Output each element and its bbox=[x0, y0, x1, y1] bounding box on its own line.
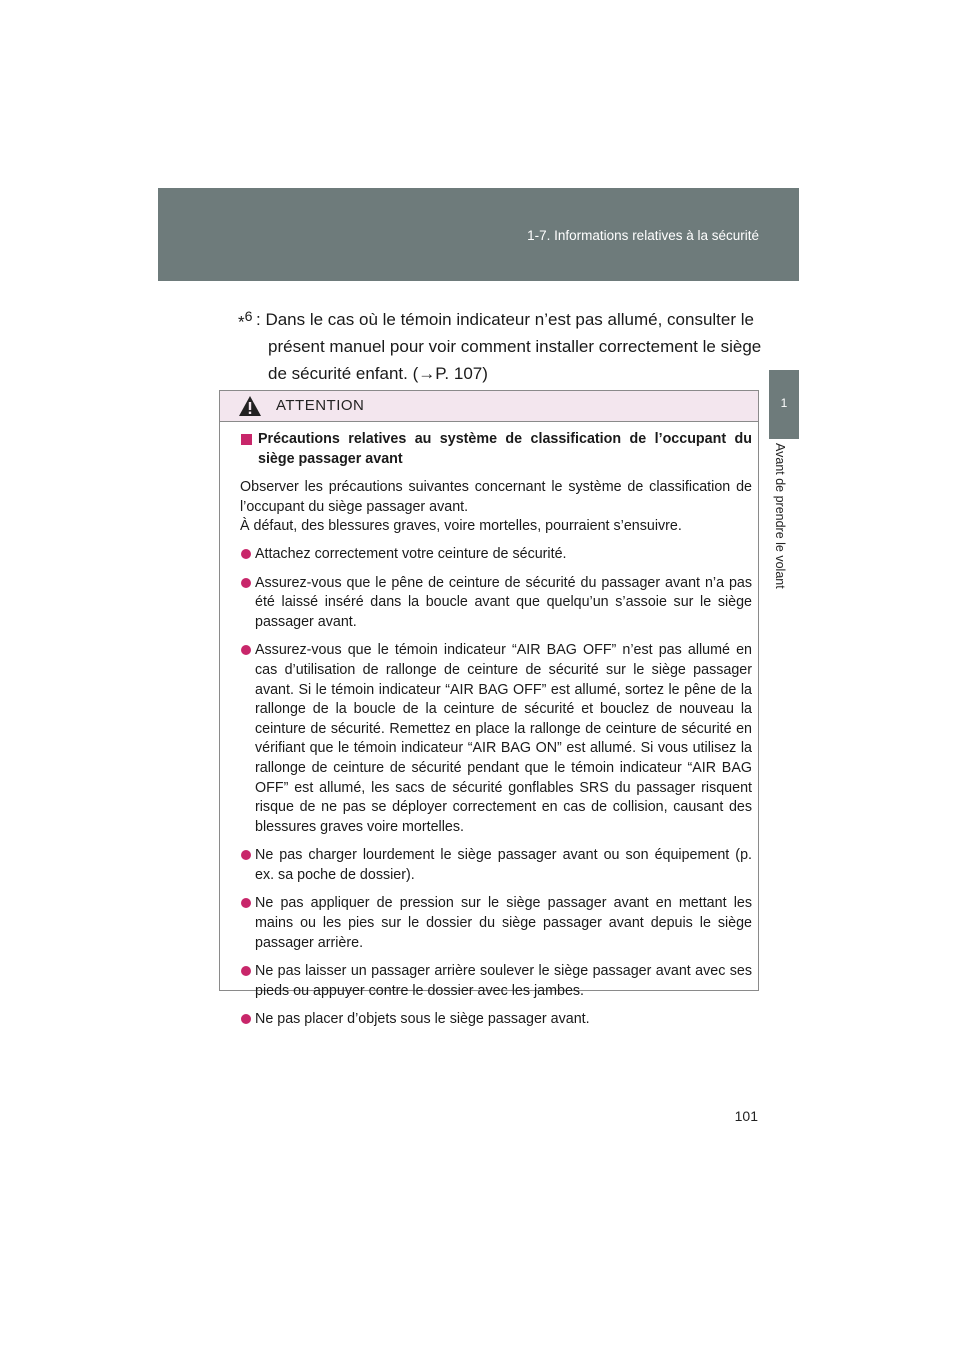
list-item bbox=[240, 894, 752, 953]
caution-heading bbox=[238, 430, 752, 469]
page-number: 101 bbox=[734, 1108, 758, 1124]
footnote bbox=[238, 306, 762, 387]
caution-intro bbox=[238, 478, 752, 537]
list-item bbox=[240, 641, 752, 837]
caution-intro-1: Observer les précautions suivantes concernant le système de classification de l’occupant du siège passager avant. bbox=[240, 479, 752, 515]
chapter-title: Avant de prendre le volant bbox=[773, 443, 787, 589]
circle-bullet-icon bbox=[241, 898, 251, 908]
header-bar bbox=[158, 188, 799, 281]
footnote-line-3 bbox=[256, 360, 756, 387]
list-item-text: Ne pas appliquer de pression sur le siège passager avant en mettant les mains ou les pies sur le dossier du siège passager avant depuis le siège passager arrière. bbox=[255, 895, 752, 951]
footnote-line-3-text: de sécurité enfant. ( bbox=[268, 364, 419, 383]
footnote-superscript: 6 bbox=[244, 309, 253, 325]
caution-header bbox=[220, 391, 758, 422]
list-item bbox=[240, 962, 752, 1001]
list-item bbox=[240, 574, 752, 633]
square-bullet-icon bbox=[241, 434, 252, 445]
caution-intro-2: À défaut, des blessures graves, voire mortelles, pourraient s’ensuivre. bbox=[240, 518, 682, 535]
chapter-number: 1 bbox=[780, 396, 788, 410]
list-item-text: Assurez-vous que le témoin indicateur “AIR BAG OFF” n’est pas allumé en cas d’utilisation de rallonge de ceinture de sécurité sur le siège passager avant. Si le témoin indicateur “AIR BAG OFF” est allumé, sortez le pêne de la rallonge de la boucle de la ceinture de sécurité et bouclez de nouveau la ceinture de sécurité. Remettez en place la rallonge de ceinture de sécurité en vérifiant que le témoin indicateur “AIR BAG ON” est allumé. Si vous utilisez la rallonge de ceinture de sécurité pendant que le témoin indicateur “AIR BAG OFF” est allumé, les sacs de sécurité gonflables SRS du passager risquent risque de ne pas se déployer correctement en cas de collision, causant des blessures graves voire mortelles. bbox=[255, 642, 752, 835]
caution-heading-text: Précautions relatives au système de classification de l’occupant du siège passager avant bbox=[258, 431, 752, 467]
section-title: 1-7. Informations relatives à la sécurité bbox=[527, 228, 759, 243]
page-reference-link[interactable]: P. 107) bbox=[435, 364, 488, 383]
circle-bullet-icon bbox=[241, 578, 251, 588]
warning-triangle-icon bbox=[238, 395, 262, 417]
list-item bbox=[240, 545, 752, 565]
circle-bullet-icon bbox=[241, 850, 251, 860]
circle-bullet-icon bbox=[241, 966, 251, 976]
caution-title: ATTENTION bbox=[276, 397, 365, 414]
circle-bullet-icon bbox=[241, 549, 251, 559]
chapter-tab bbox=[769, 370, 799, 439]
list-item-text: Ne pas placer d’objets sous le siège passager avant. bbox=[255, 1011, 590, 1028]
caution-box bbox=[219, 390, 759, 1028]
footnote-line-2: présent manuel pour voir comment installer correctement le siège bbox=[268, 337, 762, 356]
footnote-line-1: : Dans le cas où le témoin indicateur n’est pas allumé, consulter le bbox=[256, 310, 754, 329]
circle-bullet-icon bbox=[241, 1014, 251, 1024]
list-item bbox=[240, 1010, 752, 1030]
list-item-text: Ne pas laisser un passager arrière soulever le siège passager avant avec ses pieds ou appuyer contre le dossier avec les jambes. bbox=[255, 963, 752, 999]
list-item-text: Ne pas charger lourdement le siège passager avant ou son équipement (p. ex. sa poche de dossier). bbox=[255, 847, 752, 883]
caution-body bbox=[220, 422, 758, 1030]
footnote-marker bbox=[238, 304, 253, 336]
list-item-text: Assurez-vous que le pêne de ceinture de sécurité du passager avant n’a pas été laissé inséré dans la boucle avant que quelqu’un s’assoie sur le siège passager avant. bbox=[255, 574, 752, 630]
list-item-text: Attachez correctement votre ceinture de sécurité. bbox=[255, 545, 567, 562]
arrow-icon: → bbox=[418, 364, 436, 383]
circle-bullet-icon bbox=[241, 645, 251, 655]
list-item bbox=[240, 846, 752, 885]
chapter-title-tab bbox=[769, 439, 799, 619]
footnote-star: * bbox=[238, 312, 245, 332]
